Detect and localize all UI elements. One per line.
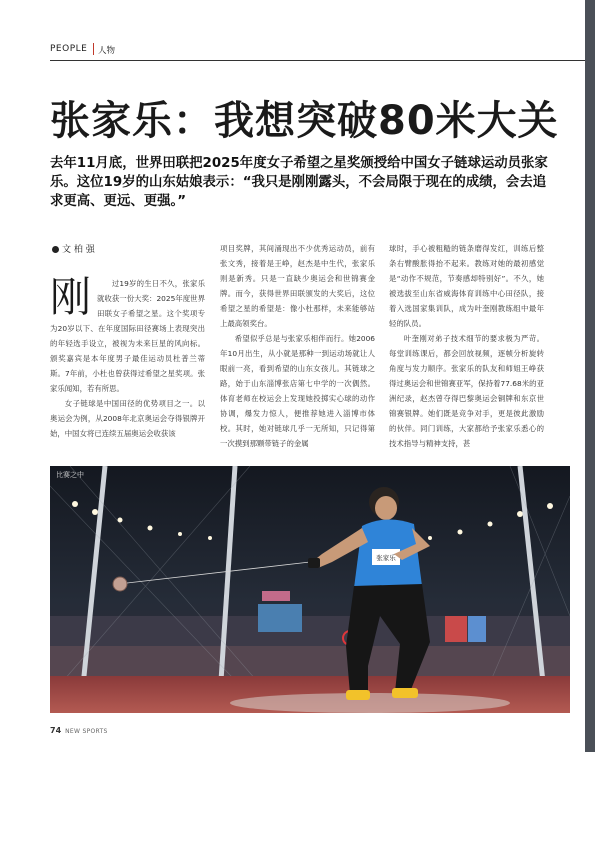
page-number: 74	[50, 726, 62, 735]
section-header	[50, 41, 585, 61]
body-column-2	[220, 241, 375, 451]
paragraph: 女子链球是中国田径的优势项目之一。以奥运会为例，从2008年北京奥运会夺得银牌开始，中国女将已连续五届奥运会收获该	[50, 399, 205, 438]
body-column-3	[389, 241, 544, 451]
article-photo	[50, 466, 570, 713]
header-rule	[50, 60, 585, 61]
page-edge-gap	[585, 752, 595, 842]
paragraph: 希望似乎总是与张家乐相伴而行。她2006年10月出生，从小就是那种一到运动场就让人眼前一亮，看到希望的山东女孩儿。其链球之路，始于山东淄博张店第七中学的一次偶然。体育老师在校运会上发现她投掷实心球的动作协调，爆发力惊人，便推荐她进入淄博市体校。其时，她对链球几乎一无所知，只记得第一次摸到那颗带链子的金属	[220, 334, 375, 448]
drop-cap: 刚	[50, 273, 91, 321]
page-footer	[50, 726, 108, 735]
article-lead: 去年11月底，世界田联把2025年度女子希望之星奖颁授给中国女子链球运动员张家乐。这位19岁的山东姑娘表示：“我只是刚刚露头，不会局限于现在的成绩，会去追求更高、更远、更强。”	[50, 156, 548, 209]
section-label-en: PEOPLE	[50, 44, 88, 54]
magazine-name: NEW SPORTS	[65, 728, 108, 735]
section-label-zh: 人物	[98, 46, 116, 56]
athlete-bib: 张家乐	[376, 554, 396, 562]
page-edge-bar	[585, 0, 595, 842]
body-column-1	[50, 273, 205, 441]
video-screen	[258, 604, 302, 632]
paragraph: 过19岁的生日不久，张家乐就收获一份大奖：2025年度世界田联女子希望之星。这个奖项专为20岁以下、在年度国际田径赛场上表现突出的年轻选手设立，被视为未来巨星的风向标。颁奖嘉宾是本年度男子最佳运动员杜普兰蒂斯。7年前，小杜也曾获得过希望之星奖项。张家乐闻知，若有所思。	[50, 279, 205, 393]
paragraph: 项目奖牌，其间涌现出不少优秀运动员，前有张文秀，接着是王峥，赵杰是中生代，张家乐则是新秀。只是一直缺少奥运会和世锦赛金牌。而今，获得世界田联颁发的大奖后，这位希望之星的希望是：像小杜那样，未来能够站上最高领奖台。	[220, 244, 375, 328]
photo-caption: 比赛之中	[56, 471, 84, 479]
section-separator	[93, 43, 94, 55]
author-name: 文 柏 强	[62, 245, 95, 255]
article-title: 张家乐：我想突破80米大关	[50, 98, 559, 144]
hammer-ball	[113, 577, 127, 591]
byline-bullet-icon	[52, 246, 59, 253]
paragraph: 球时，手心被粗糙的链条磨得发红，训练后整条右臂酸胀得抬不起来。教练对她的最初感觉是“动作不规范，节奏感却特别好”。不久，她被选拔至山东省威海体育训练中心田径队，接着入选国家集训队，成为叶奎刚教练组中最年轻的队员。	[389, 244, 544, 328]
photo-illustration	[50, 466, 570, 713]
paragraph: 叶奎刚对弟子技术细节的要求极为严苛。每堂训练课后，都会回放视频，逐帧分析旋转角度与发力顺序。张家乐的队友和师姐王峥获得过奥运会和世锦赛亚军，保持着77.68米的亚洲纪录，赵杰曾夺得巴黎奥运会铜牌和东京世锦赛银牌。她们既是竞争对手，更是彼此激励的伙伴。同门训练，大家都给予张家乐悉心的技术指导与精神支持，甚	[389, 334, 544, 448]
byline	[52, 242, 95, 255]
